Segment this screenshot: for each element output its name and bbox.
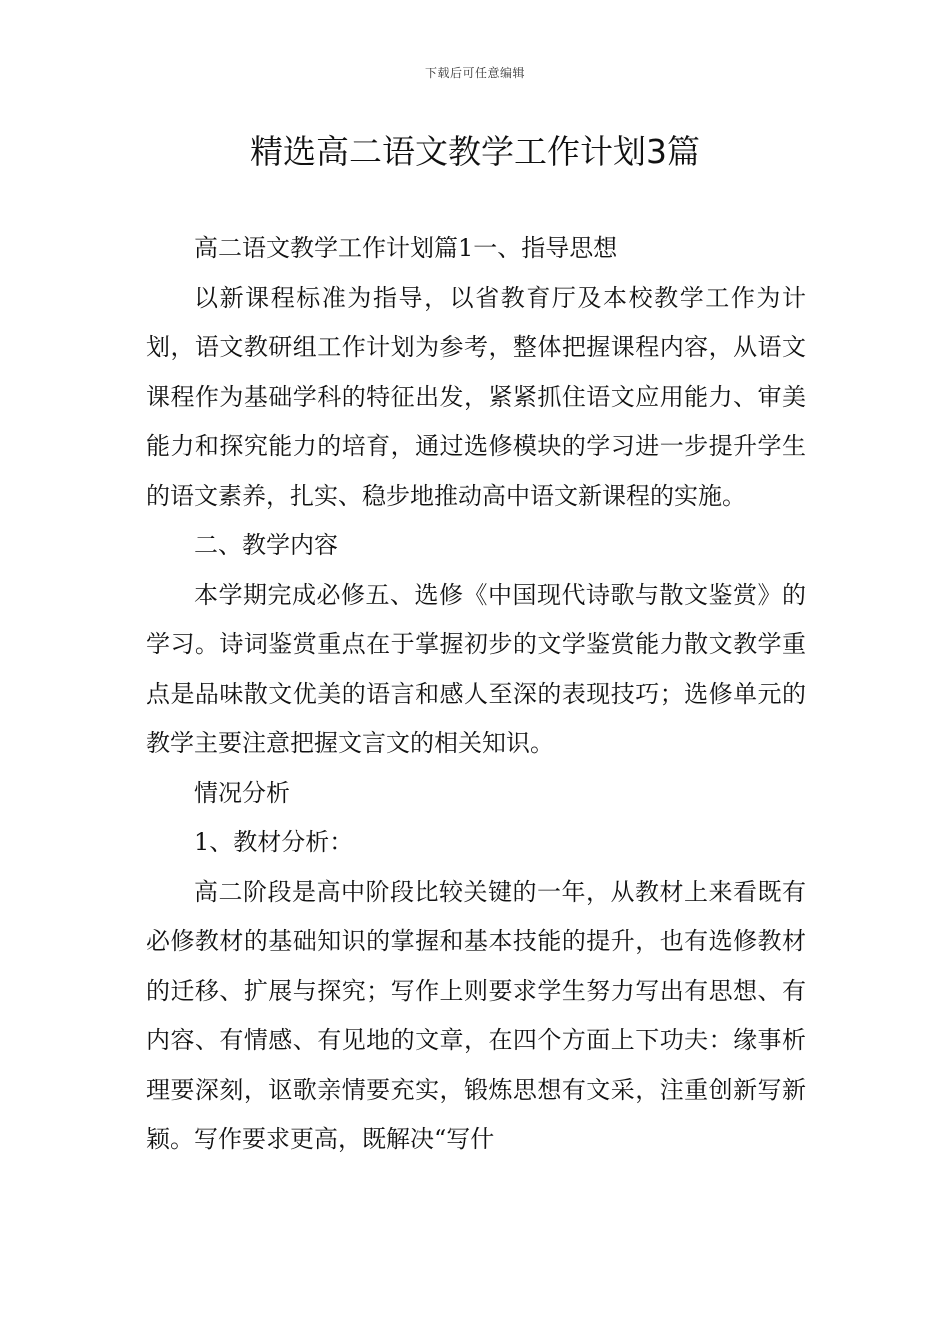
paragraph-guiding-thought: 以新课程标准为指导，以省教育厅及本校教学工作为计划，语文教研组工作计划为参考，整体把握课程内容，从语文课程作为基础学科的特征出发，紧紧抓住语文应用能力、审美能力和探究能力的培育，通过选修模块的学习进一步提升学生的语文素养，扎实、稳步地推动高中语文新课程的实施。 <box>146 283 806 510</box>
document-title: 精选高二语文教学工作计划3篇 <box>250 132 700 171</box>
section-heading-teaching-content: 二、教学内容 <box>194 531 338 559</box>
subheading-textbook-analysis: 1、教材分析： <box>194 828 354 856</box>
paragraph-teaching-content: 本学期完成必修五、选修《中国现代诗歌与散文鉴赏》的学习。诗词鉴赏重点在于掌握初步的文学鉴赏能力散文教学重点是品味散文优美的语言和感人至深的表现技巧；选修单元的教学主要注意把握文言文的相关知识。 <box>146 580 806 757</box>
header-note: 下载后可任意编辑 <box>424 66 525 80</box>
paragraph-textbook-analysis: 高二阶段是高中阶段比较关键的一年，从教材上来看既有必修教材的基础知识的掌握和基本技能的提升，也有选修教材的迁移、扩展与探究；写作上则要求学生努力写出有思想、有内容、有情感、有见地的文章，在四个方面上下功夫：缘事析理要深刻，讴歌亲情要充实，锻炼思想有文采，注重创新写新颖。写作要求更高，既解决“写什 <box>146 877 806 1153</box>
section-heading-situation-analysis: 情况分析 <box>194 778 290 807</box>
section-heading-guiding-thought: 高二语文教学工作计划篇1一、指导思想 <box>194 234 618 262</box>
document-body <box>146 224 806 1165</box>
